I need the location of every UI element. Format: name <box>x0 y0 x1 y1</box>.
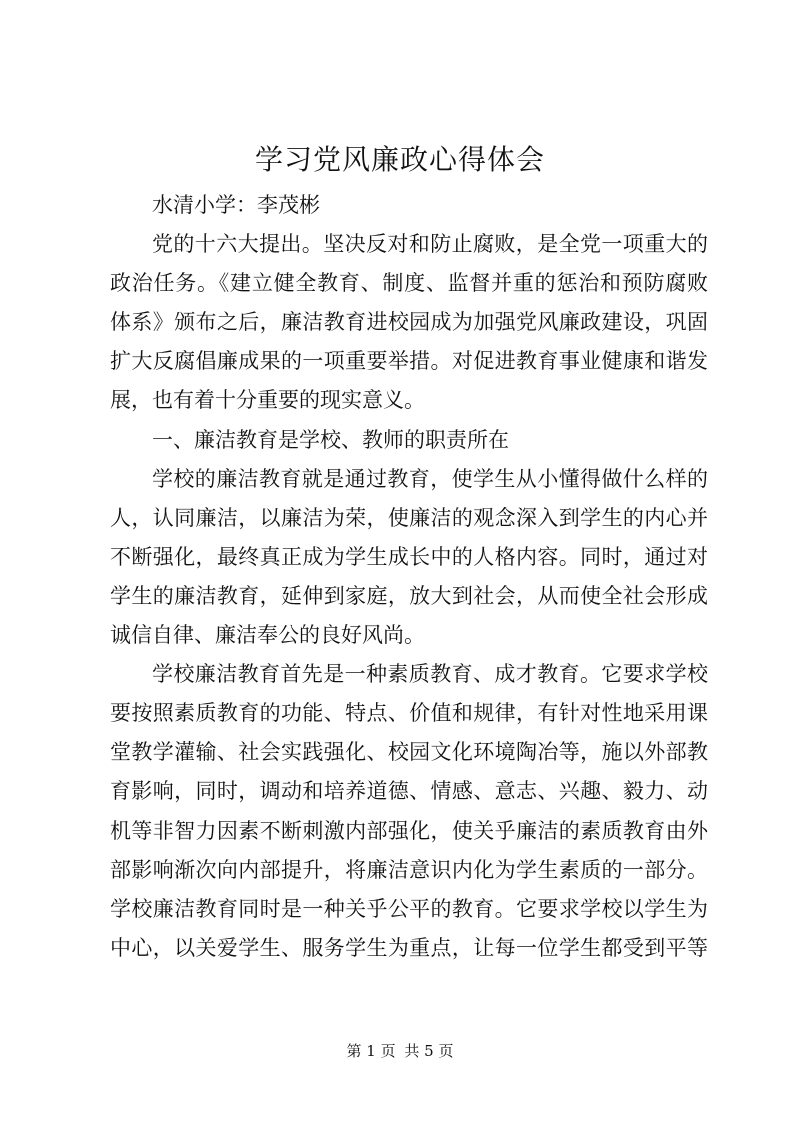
text-line: 诚信自律、廉洁奉公的良好风尚。 <box>110 623 425 648</box>
text-line: 体系》颁布之后，廉洁教育进校园成为加强党风廉政建设，巩固 <box>110 310 708 335</box>
text-line: 中心，以关爱学生、服务学生为重点，让每一位学生都受到平等 <box>110 935 708 960</box>
text-line: 堂教学灌输、社会实践强化、校园文化环境陶冶等，施以外部教 <box>110 740 708 765</box>
text-line: 育影响，同时，调动和培养道德、情感、意志、兴趣、毅力、动 <box>110 779 708 804</box>
document-title: 学习党风廉政心得体会 <box>254 143 545 176</box>
text-line: 学校的廉洁教育就是通过教育，使学生从小懂得做什么样的 <box>152 466 708 491</box>
text-line: 学校廉洁教育首先是一种素质教育、成才教育。它要求学校 <box>152 662 708 687</box>
text-line: 展，也有着十分重要的现实意义。 <box>110 388 425 413</box>
text-line: 不断强化，最终真正成为学生成长中的人格内容。同时，通过对 <box>110 544 708 569</box>
text-line: 人，认同廉洁，以廉洁为荣，使廉洁的观念深入到学生的内心并 <box>110 505 708 530</box>
text-line: 要按照素质教育的功能、特点、价值和规律，有针对性地采用课 <box>110 701 708 726</box>
text-line: 学生的廉洁教育，延伸到家庭，放大到社会，从而使全社会形成 <box>110 583 708 608</box>
text-line: 党的十六大提出。坚决反对和防止腐败，是全党一项重大的 <box>152 232 708 257</box>
page-number: 第 1 页 <box>346 1042 396 1060</box>
text-line: 政治任务。《建立健全教育、制度、监督并重的惩治和预防腐败 <box>110 271 708 296</box>
text-line: 一、廉洁教育是学校、教师的职责所在 <box>152 427 509 452</box>
total-pages: 共 5 页 <box>404 1042 454 1060</box>
text-line: 部影响渐次向内部提升，将廉洁意识内化为学生素质的一部分。 <box>110 857 708 882</box>
text-line: 学校廉洁教育同时是一种关乎公平的教育。它要求学校以学生为 <box>110 896 708 921</box>
text-line: 扩大反腐倡廉成果的一项重要举措。对促进教育事业健康和谐发 <box>110 349 708 374</box>
text-line: 机等非智力因素不断刺激内部强化，使关乎廉洁的素质教育由外 <box>110 818 708 843</box>
text-line: 水清小学：李茂彬 <box>152 193 320 217</box>
document-body <box>110 186 708 968</box>
page-footer <box>0 1040 800 1062</box>
